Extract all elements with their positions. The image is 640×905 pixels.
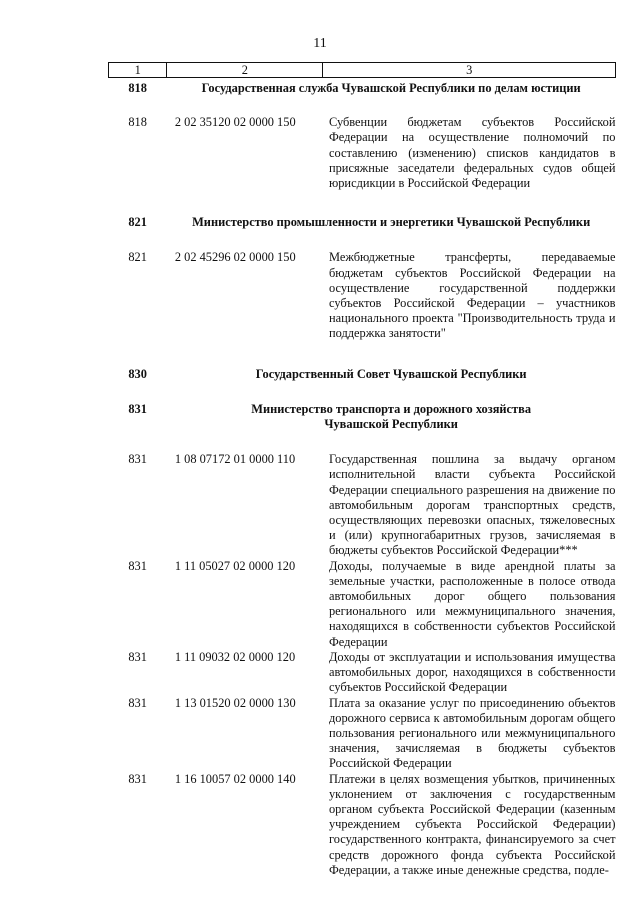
org-title: Министерство промышленности и энергетики Чувашской Республики — [192, 215, 591, 230]
org-row — [109, 382, 616, 432]
table-row — [109, 559, 616, 650]
revenue-description: Плата за оказание услуг по присоединению объектов дорожного сервиса к автомобильным дорогам общего пользования регионального или межмуниципального значения, зачисляемая в бюджеты субъектов Российской Федерации — [328, 695, 616, 771]
budget-classification-code: 2 02 35120 02 0000 150 — [174, 115, 296, 130]
revenue-description: Платежи в целях возмещения убытков, причиненных уклонением от заключения с государственным органом субъекта Российской Федерации (казенным учреждением субъекта Российской Федерации) государственного контракта, финансируемого за счет средств дорожного фонда субъекта Российской Федерации, а также иные денежные средства, подле- — [328, 771, 616, 877]
org-row — [109, 191, 616, 230]
admin-code: 818 — [128, 115, 147, 130]
admin-code: 831 — [128, 649, 147, 664]
budget-classification-code: 1 08 07172 01 0000 110 — [174, 452, 296, 467]
budget-classification-code: 1 13 01520 02 0000 130 — [174, 695, 296, 710]
table-row — [109, 96, 616, 191]
org-code: 830 — [128, 366, 147, 381]
admin-code: 831 — [128, 771, 147, 786]
revenue-table — [108, 62, 616, 878]
table-row — [109, 696, 616, 772]
column-header-3: 3 — [323, 63, 616, 78]
org-code: 831 — [128, 401, 147, 416]
page-number: 11 — [313, 36, 327, 51]
budget-classification-code: 1 11 09032 02 0000 120 — [174, 649, 296, 664]
table-row — [109, 432, 616, 558]
revenue-description: Межбюджетные трансферты, передаваемые бюджетам субъектов Российской Федерации на осуществление государственной поддержки субъектов Российской Федерации – участников национального проекта "Производительность труда и поддержка занятости" — [328, 250, 616, 341]
org-row — [109, 342, 616, 382]
revenue-description: Государственная пошлина за выдачу органом исполнительной власти субъекта Российской Федерации специального разрешения на движение по автомобильным дорогам транспортных средств, осуществляющих перевозки опасных, тяжеловесных и (или) крупногабаритных грузов, зачисляемая в бюджеты субъектов Российской Федерации*** — [328, 452, 616, 558]
admin-code: 831 — [128, 558, 147, 573]
admin-code: 831 — [128, 695, 147, 710]
admin-code: 831 — [128, 452, 147, 467]
org-title: Государственный Совет Чувашской Республики — [255, 366, 527, 381]
budget-classification-code: 1 11 05027 02 0000 120 — [174, 558, 296, 573]
table-row — [109, 650, 616, 696]
budget-classification-code: 2 02 45296 02 0000 150 — [174, 250, 296, 265]
org-row — [109, 78, 616, 97]
admin-code: 821 — [128, 250, 147, 265]
org-code: 821 — [128, 215, 147, 230]
org-title: Государственная служба Чувашской Республики по делам юстиции — [201, 81, 581, 95]
table-row — [109, 230, 616, 341]
column-header-1: 1 — [109, 63, 167, 78]
revenue-description: Доходы, получаемые в виде арендной платы за земельные участки, расположенные в полосе отвода автомобильных дорог общего пользования регионального или межмуниципального значения, находящихся в собственности субъектов Российской Федерации — [328, 558, 616, 649]
revenue-description: Доходы от эксплуатации и использования имущества автомобильных дорог, находящихся в собственности субъектов Российской Федерации — [328, 649, 616, 695]
column-header-row — [109, 63, 616, 78]
table-row — [109, 772, 616, 878]
revenue-description: Субвенции бюджетам субъектов Российской Федерации на осуществление полномочий по составлению (изменению) списков кандидатов в присяжные заседатели федеральных судов общей юрисдикции в Российской Федерации — [328, 115, 616, 191]
org-code: 818 — [128, 81, 147, 95]
budget-classification-code: 1 16 10057 02 0000 140 — [174, 771, 296, 786]
column-header-2: 2 — [167, 63, 323, 78]
org-title: Министерство транспорта и дорожного хозяйства Чувашской Республики — [251, 401, 532, 432]
